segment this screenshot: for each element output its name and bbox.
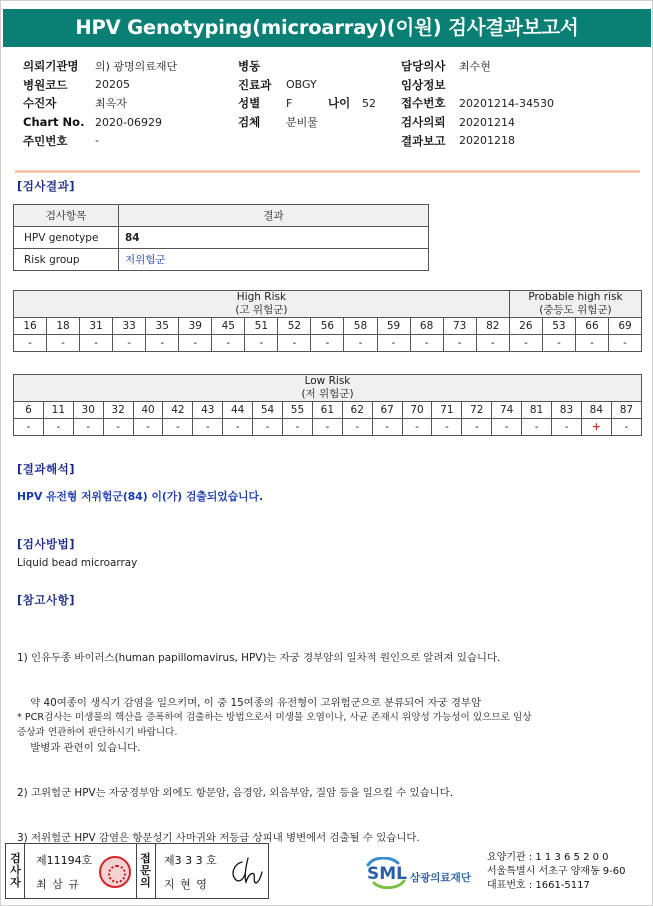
genotype-cell: 6 xyxy=(14,402,44,419)
genotype-result-cell: - xyxy=(312,419,342,436)
genotype-result-row xyxy=(14,335,642,352)
result-value: 저위험군 xyxy=(119,249,429,271)
info-col-1 xyxy=(23,57,177,150)
report-title: HPV Genotyping(microarray)(이원) 검사결과보고서 xyxy=(3,9,651,47)
high-risk-table xyxy=(13,290,642,352)
genotype-cell: 69 xyxy=(608,318,641,335)
info-value: 의) 광명의료재단 xyxy=(95,60,178,74)
genotype-result-cell: - xyxy=(278,335,311,352)
info-value: F xyxy=(286,96,293,110)
info-label: 병원코드 xyxy=(23,77,68,92)
genotype-cell: 70 xyxy=(402,402,432,419)
reference-line: 3) 저위험군 HPV 감염은 항문성기 사마귀와 저등급 상피내 병변에서 검출될 수 있습니다. xyxy=(17,832,420,844)
genotype-result-cell: - xyxy=(443,335,476,352)
reference-list xyxy=(17,621,500,876)
genotype-cell: 74 xyxy=(492,402,522,419)
table-row xyxy=(14,227,429,249)
org-info xyxy=(487,851,626,893)
genotype-cell: 58 xyxy=(344,318,377,335)
info-value: 최옥자 xyxy=(95,97,127,111)
probable-risk-group-header xyxy=(509,291,641,318)
genotype-result-cell: - xyxy=(608,335,641,352)
note xyxy=(17,710,532,740)
signature-icon xyxy=(228,856,264,886)
info-value: 20201214-34530 xyxy=(459,96,554,110)
genotype-cell: 67 xyxy=(372,402,402,419)
genotype-cell: 26 xyxy=(509,318,542,335)
age-value: 52 xyxy=(362,96,376,110)
age-label: 나이 xyxy=(328,96,351,111)
info-col-3 xyxy=(401,57,554,150)
org-line: 서울특별시 서초구 양재동 9-60 xyxy=(487,866,626,877)
genotype-cell: 35 xyxy=(146,318,179,335)
genotype-result-cell: - xyxy=(245,335,278,352)
genotype-result-cell: - xyxy=(410,335,443,352)
probable-risk-label: Probable high risk xyxy=(528,291,623,303)
section-title-result: [검사결과] xyxy=(17,179,75,193)
genotype-cell: 16 xyxy=(14,318,47,335)
genotype-result-cell: - xyxy=(377,335,410,352)
genotype-result-row xyxy=(14,419,642,436)
genotype-result-cell: - xyxy=(509,335,542,352)
info-label: 담당의사 xyxy=(401,59,446,74)
info-label: 검체 xyxy=(238,115,261,130)
genotype-cell: 45 xyxy=(212,318,245,335)
genotype-result-cell: - xyxy=(179,335,212,352)
genotype-cell: 54 xyxy=(253,402,283,419)
info-label: 성별 xyxy=(238,96,261,111)
genotype-result-cell: - xyxy=(14,335,47,352)
info-label: Chart No. xyxy=(23,115,85,130)
genotype-cell: 32 xyxy=(103,402,133,419)
info-value: - xyxy=(95,134,99,148)
genotype-result-cell: - xyxy=(402,419,432,436)
genotype-cell: 61 xyxy=(312,402,342,419)
genotype-result-cell: - xyxy=(47,335,80,352)
genotype-cell: 33 xyxy=(113,318,146,335)
info-value: 20205 xyxy=(95,78,130,92)
info-label: 수진자 xyxy=(23,96,57,111)
genotype-result-cell: - xyxy=(212,335,245,352)
genotype-cell: 83 xyxy=(552,402,582,419)
genotype-result-cell: - xyxy=(344,335,377,352)
genotype-cell: 62 xyxy=(342,402,372,419)
genotype-cell: 53 xyxy=(542,318,575,335)
probable-risk-sublabel: (중등도 위험군) xyxy=(539,304,612,316)
reference-line: 약 40여종이 생식기 감염을 일으키며, 이 중 15여종의 유전형이 고위험군으로 분류되어 자궁 경부암 xyxy=(17,697,482,709)
seal-stamp xyxy=(99,856,131,888)
info-value: 분비물 xyxy=(286,116,318,130)
genotype-result-cell: - xyxy=(14,419,44,436)
genotype-result-cell: - xyxy=(476,335,509,352)
table-row xyxy=(14,249,429,271)
genotype-cell: 82 xyxy=(476,318,509,335)
genotype-result-cell: - xyxy=(311,335,344,352)
genotype-result-cell: - xyxy=(103,419,133,436)
signature-box xyxy=(5,843,269,899)
genotype-result-cell: - xyxy=(462,419,492,436)
genotype-cell: 59 xyxy=(377,318,410,335)
low-risk-table xyxy=(13,374,642,436)
genotype-cell: 51 xyxy=(245,318,278,335)
info-label: 주민번호 xyxy=(23,133,68,148)
examiner-label: 검사자 xyxy=(10,852,21,889)
low-risk-label: Low Risk xyxy=(304,375,351,387)
genotype-cell: 52 xyxy=(278,318,311,335)
approver-name: 지 현 영 xyxy=(164,878,208,891)
high-risk-group-header xyxy=(14,291,510,318)
org-line: 대표번호 : 1661-5117 xyxy=(487,880,590,891)
info-label: 접수번호 xyxy=(401,96,446,111)
genotype-cell: 11 xyxy=(43,402,73,419)
genotype-result-cell: - xyxy=(80,335,113,352)
genotype-cell: 40 xyxy=(133,402,163,419)
reference-line: 2) 고위험군 HPV는 자궁경부암 외에도 항문암, 음경암, 외음부암, 질암 등을 일으킬 수 있습니다. xyxy=(17,787,454,799)
genotype-result-cell: - xyxy=(193,419,223,436)
genotype-result-cell: - xyxy=(146,335,179,352)
reference-line: 발병과 관련이 있습니다. xyxy=(17,742,141,754)
info-label: 진료과 xyxy=(238,77,272,92)
info-value: 20201218 xyxy=(459,134,515,148)
genotype-row xyxy=(14,318,642,335)
genotype-cell: 68 xyxy=(410,318,443,335)
genotype-result-cell: - xyxy=(611,419,641,436)
genotype-cell: 81 xyxy=(522,402,552,419)
section-title-reference: [참고사항] xyxy=(17,593,75,607)
info-label: 의뢰기관명 xyxy=(23,59,79,74)
genotype-result-cell: - xyxy=(552,419,582,436)
genotype-cell: 42 xyxy=(163,402,193,419)
note-line: * PCR검사는 미생물의 핵산을 증폭하여 검출하는 방법으로서 미생물 오염이나, 사균 존재시 위양성 가능성이 있으므로 임상 xyxy=(17,712,532,723)
interpretation-text: HPV 유전형 저위험군(84) 이(가) 검출되었습니다. xyxy=(17,490,264,503)
genotype-result-cell: + xyxy=(581,419,611,436)
info-label: 병동 xyxy=(238,59,261,74)
info-value: 2020-06929 xyxy=(95,115,162,129)
genotype-result-cell: - xyxy=(342,419,372,436)
result-value: 84 xyxy=(119,227,429,249)
method-text: Liquid bead microarray xyxy=(17,557,138,569)
genotype-cell: 18 xyxy=(47,318,80,335)
genotype-result-cell: - xyxy=(522,419,552,436)
genotype-cell: 73 xyxy=(443,318,476,335)
logo-org: 삼광의료재단 xyxy=(410,872,471,884)
section-title-interpretation: [결과해석] xyxy=(17,462,75,476)
genotype-result-cell: - xyxy=(542,335,575,352)
genotype-row xyxy=(14,402,642,419)
low-risk-sublabel: (저 위험군) xyxy=(301,388,354,400)
genotype-result-cell: - xyxy=(283,419,313,436)
low-risk-group-header xyxy=(14,375,642,402)
genotype-cell: 56 xyxy=(311,318,344,335)
logo-text: SML xyxy=(367,864,407,884)
genotype-cell: 39 xyxy=(179,318,212,335)
info-value: 최수현 xyxy=(459,60,491,74)
genotype-result-cell: - xyxy=(432,419,462,436)
info-value: 20201214 xyxy=(459,115,515,129)
genotype-result-cell: - xyxy=(43,419,73,436)
genotype-result-cell: - xyxy=(372,419,402,436)
genotype-cell: 72 xyxy=(462,402,492,419)
sml-logo xyxy=(364,851,484,893)
genotype-result-cell: - xyxy=(223,419,253,436)
section-title-method: [검사방법] xyxy=(17,537,75,551)
approver-label: 접문의 xyxy=(140,852,151,889)
genotype-result-cell: - xyxy=(73,419,103,436)
result-header-item: 검사항목 xyxy=(14,205,119,227)
genotype-result-cell: - xyxy=(575,335,608,352)
approver-license: 제3 3 3 호 xyxy=(164,854,217,867)
reference-line: 1) 인유두종 바이러스(human papillomavirus, HPV)는 자궁 경부암의 일차적 원인으로 알려져 있습니다. xyxy=(17,652,501,664)
info-label: 검사의뢰 xyxy=(401,115,446,130)
examiner-license: 제11194호 xyxy=(36,854,93,867)
genotype-cell: 71 xyxy=(432,402,462,419)
examiner-name: 최 삼 규 xyxy=(36,878,80,891)
genotype-cell: 66 xyxy=(575,318,608,335)
note-line: 증상과 연관하여 판단하시기 바랍니다. xyxy=(17,727,178,738)
high-risk-label: High Risk xyxy=(236,291,287,303)
genotype-result-cell: - xyxy=(133,419,163,436)
genotype-cell: 43 xyxy=(193,402,223,419)
info-value: OBGY xyxy=(286,78,317,92)
info-label: 결과보고 xyxy=(401,133,446,148)
patient-info xyxy=(1,53,653,165)
footer xyxy=(1,839,653,906)
genotype-cell: 84 xyxy=(581,402,611,419)
result-item: HPV genotype xyxy=(14,227,119,249)
info-col-2 xyxy=(238,57,376,131)
genotype-result-cell: - xyxy=(253,419,283,436)
genotype-cell: 31 xyxy=(80,318,113,335)
genotype-cell: 44 xyxy=(223,402,253,419)
result-header-result: 결과 xyxy=(119,205,429,227)
result-table xyxy=(13,204,429,271)
high-risk-sublabel: (고 위험군) xyxy=(235,304,288,316)
genotype-cell: 87 xyxy=(611,402,641,419)
genotype-cell: 55 xyxy=(283,402,313,419)
divider xyxy=(15,170,640,173)
genotype-result-cell: - xyxy=(113,335,146,352)
org-line: 요양기관 : 1 1 3 6 5 2 0 0 xyxy=(487,852,609,863)
genotype-cell: 30 xyxy=(73,402,103,419)
result-item: Risk group xyxy=(14,249,119,271)
genotype-result-cell: - xyxy=(163,419,193,436)
genotype-result-cell: - xyxy=(492,419,522,436)
info-label: 임상정보 xyxy=(401,77,446,92)
